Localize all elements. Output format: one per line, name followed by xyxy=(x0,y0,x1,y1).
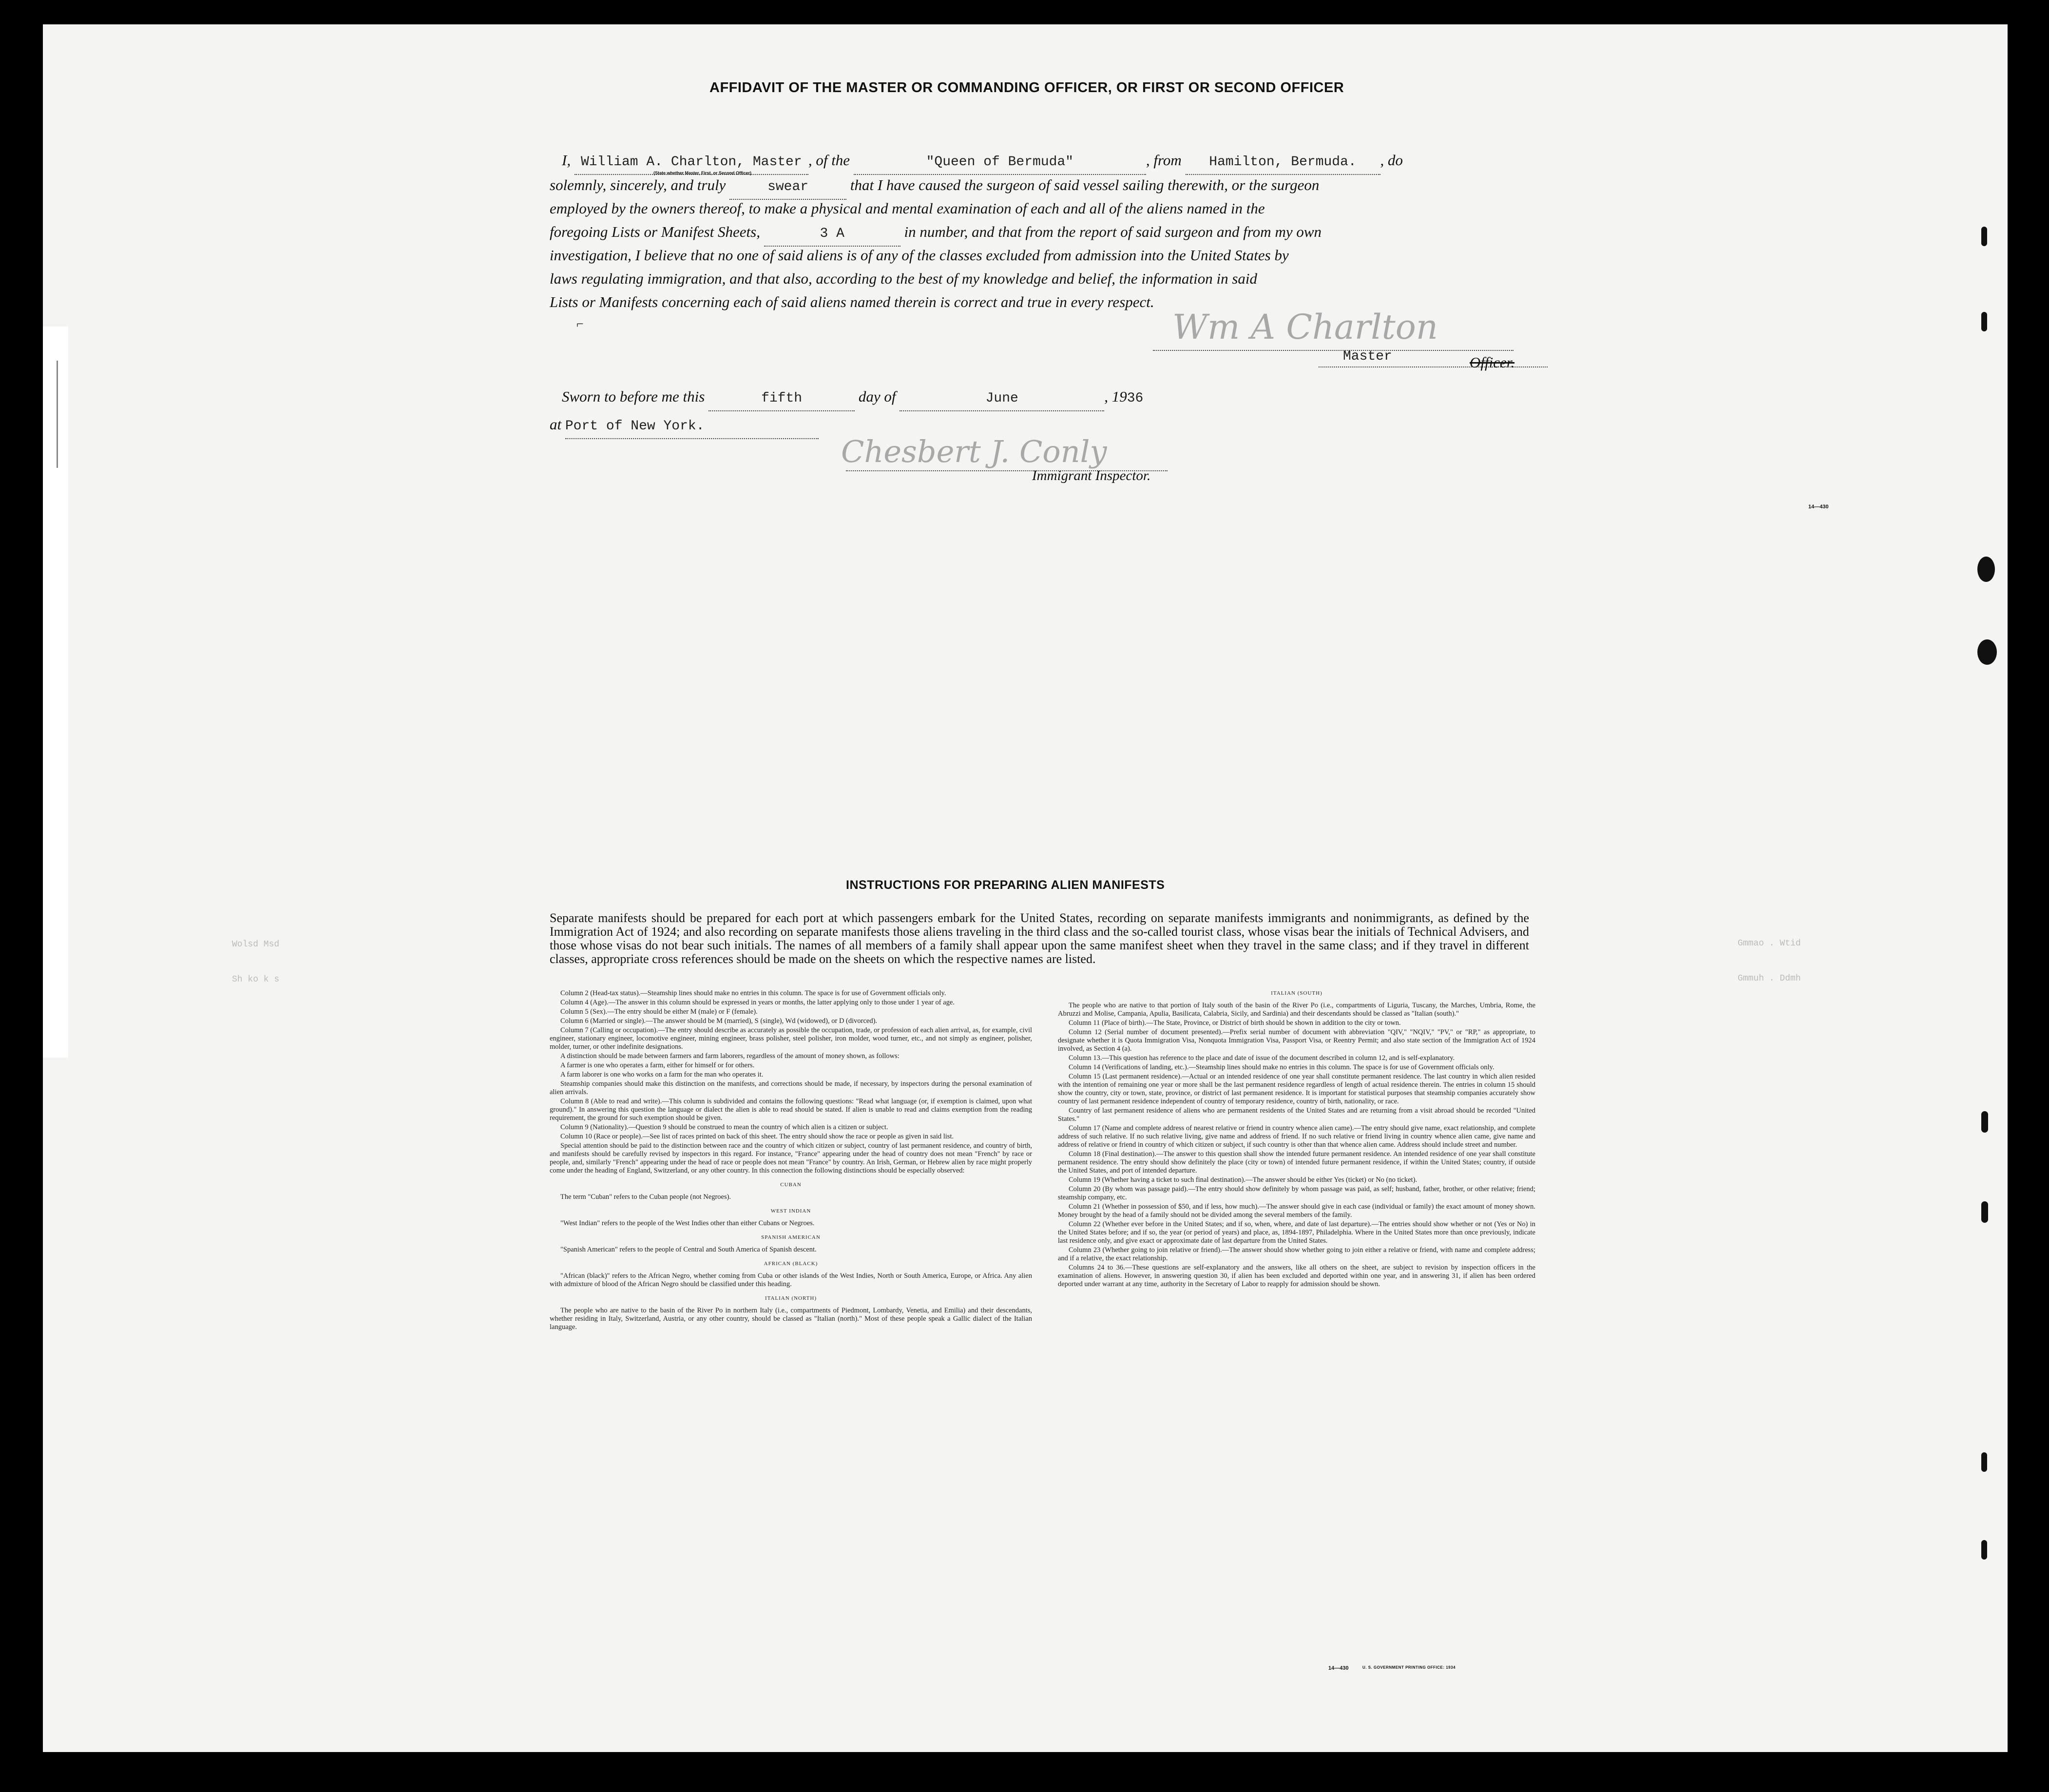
punch-hole xyxy=(1981,1452,1987,1472)
sworn-line: Sworn to before me this fifth day of June , 1936 xyxy=(562,385,1143,411)
sworn-place-line: at Port of New York. xyxy=(550,413,819,439)
instruction-paragraph: A distinction should be made between farmers and farm laborers, regardless of the amount of money shown, as follows: xyxy=(560,1052,900,1060)
spanish-american-text: "Spanish American" refers to the people of Central and South America of Spanish descent. xyxy=(560,1246,817,1253)
instruction-paragraph: Columns 24 to 36.—These questions are self-explanatory and the answers, like all others on the sheet, are subject to revision by inspection officers in the examination of aliens. However, in answering question 30, if alien has been excluded and deported within one year, and in answering 31, if alien has been ordered deported under warrant at any time, authority in the Secretary of Labor to reapply for admission should be shown. xyxy=(1058,1264,1535,1288)
instruction-paragraph: A farm laborer is one who works on a farm for the man who operates it. xyxy=(560,1071,764,1079)
bleed-through-left-1: Wolsd Msd xyxy=(232,940,280,949)
inspector-label: Immigrant Inspector. xyxy=(1032,468,1151,483)
officer-rank: Master xyxy=(1343,349,1392,364)
sworn-month-field: June xyxy=(900,387,1104,411)
instructions-title: INSTRUCTIONS FOR PREPARING ALIEN MANIFESTS xyxy=(846,878,1165,892)
instruction-paragraph: Column 8 (Able to read and write).—This column is subdivided and contains the following questions: "Read what language (or, if exemption is claimed, upon what ground)." In answering this question the language or dialect the alien is able to read should be stated. If alien is unable to read and claims exemption from the reading requirement, the ground for such exemption should be given. xyxy=(550,1098,1032,1122)
punch-hole xyxy=(1977,639,1997,665)
instruction-paragraph: Column 19 (Whether having a ticket to such final destination).—The answer should be either Yes (ticket) or No (no ticket). xyxy=(1069,1176,1417,1184)
african-text: "African (black)" refers to the African Negro, whether coming from Cuba or other islands of the West Indies, North or South America, Europe, or Africa. Any alien with admixture of blood of the African Negro should be classified under this heading. xyxy=(550,1272,1032,1288)
printer-imprint: U. S. GOVERNMENT PRINTING OFFICE: 1934 xyxy=(1362,1665,1456,1670)
instruction-paragraph: Column 5 (Sex).—The entry should be either M (male) or F (female). xyxy=(560,1008,758,1016)
inspector-signature: Chesbert J. Conly xyxy=(841,434,1107,469)
punch-hole xyxy=(1981,1111,1988,1133)
instruction-paragraph: Column 6 (Married or single).—The answer should be M (married), S (single), Wd (widowed), or D (divorced). xyxy=(560,1017,878,1025)
instruction-paragraph: Column 20 (By whom was passage paid).—The entry should show definitely by whom passage was paid, as self; husband, father, brother, or other relative; friend; steamship company, etc. xyxy=(1058,1185,1535,1201)
instruction-paragraph: Steamship companies should make this distinction on the manifests, and corrections should be made, if necessary, by inspectors during the personal examination of alien arrivals. xyxy=(550,1080,1032,1096)
sworn-place-field: Port of New York. xyxy=(565,415,819,439)
italian-north-text: The people who are native to the basin of the River Po in northern Italy (i.e., compartments of Piedmont, Lombardy, Venetia, and Emilia) and their descendants, whether residing in Italy, Switzerland, Austria, or any other country, should be classed as "Italian (north)." Most of these people speak a Gallic dialect of the Italian language. xyxy=(550,1307,1032,1331)
affidavit-line-6: laws regulating immigration, and that also, according to the best of my knowledge and belief, the information in said xyxy=(550,270,1258,287)
instruction-paragraph: Country of last permanent residence of aliens who are permanent residents of the United States and are returning from a visit abroad should be recorded "United States." xyxy=(1058,1107,1535,1123)
affidavit-line-7: Lists or Manifests concerning each of said aliens named therein is correct and true in every respect. xyxy=(550,293,1154,310)
binding-tab xyxy=(43,361,58,468)
bleed-through-right-1: Gmmao . Wtid xyxy=(1738,939,1801,948)
instructions-right-column xyxy=(1058,989,1535,1662)
heading-west-indian: WEST INDIAN xyxy=(770,1208,811,1214)
west-indian-text: "West Indian" refers to the people of the West Indies other than either Cubans or Negroes. xyxy=(560,1219,815,1227)
instruction-paragraph: A farmer is one who operates a farm, either for himself or for others. xyxy=(560,1061,755,1069)
footer-form-code: 14—430 xyxy=(1328,1665,1349,1671)
instructions-left-column xyxy=(550,989,1032,1680)
affidavit-line-2: solemnly, sincerely, and truly swear that I have caused the surgeon of said vessel sailing therewith, or the surgeon xyxy=(550,173,1319,200)
punch-hole xyxy=(1977,557,1995,582)
oath-field: swear xyxy=(729,175,846,200)
heading-african: AFRICAN (BLACK) xyxy=(764,1261,818,1267)
heading-italian-north: ITALIAN (NORTH) xyxy=(765,1295,817,1301)
sworn-year: 36 xyxy=(1127,391,1144,406)
affidavit-line-1: I, William A. Charlton, Master , of the "Queen of Bermuda" , from Hamilton, Bermuda. , do xyxy=(562,149,1403,175)
instruction-paragraph: Column 21 (Whether in possession of $50, and if less, how much).—The answer should give in each case (individual or family) the exact amount of money shown. Money brought by the head of a family should not be divided among the several members of the family. xyxy=(1058,1203,1535,1219)
master-name-field: William A. Charlton, Master xyxy=(574,151,808,175)
bleed-through-right-2: Gmmuh . Ddmh xyxy=(1738,974,1801,983)
punch-hole xyxy=(1981,1540,1987,1560)
ship-name-field: "Queen of Bermuda" xyxy=(854,151,1146,175)
officer-label: Officer. xyxy=(1470,354,1515,371)
sworn-day-field: fifth xyxy=(709,387,855,411)
affidavit-title: AFFIDAVIT OF THE MASTER OR COMMANDING OFFICER, OR FIRST OR SECOND OFFICER xyxy=(709,80,1344,96)
punch-hole xyxy=(1981,227,1987,246)
instruction-paragraph: Column 4 (Age).—The answer in this column should be expressed in years or months, the latter applying only to those under 1 year of age. xyxy=(560,999,955,1006)
instruction-paragraph: Column 22 (Whether ever before in the United States; and if so, when, where, and date of last departure).—The entries should show whether or not (Yes or No) in the United States before; and if so, the year (or period of years) and place, as, 1894-1897, Philadelphia. Where in the United States more than once previously, indicate last residence only, and give exact or approximate date of last departure from the United States. xyxy=(1058,1220,1535,1245)
departure-port-field: Hamilton, Bermuda. xyxy=(1186,151,1380,175)
affidavit-line-4: foregoing Lists or Manifest Sheets, 3 A in number, and that from the report of said surgeon and from my own xyxy=(550,220,1321,247)
heading-italian-south: ITALIAN (SOUTH) xyxy=(1271,990,1322,996)
instruction-paragraph: Column 12 (Serial number of document presented).—Prefix serial number of document with abbreviation "QIV," "NQIV," "PV," or "RP," as appropriate, to designate whether it is Quota Immigration Visa, Nonquota Immigration Visa, Passport Visa, or Reentry Permit; and also state section of the Immigration Act of 1924 involved, as Section 4 (a). xyxy=(1058,1028,1535,1053)
heading-spanish-american: SPANISH AMERICAN xyxy=(761,1234,821,1240)
instruction-paragraph: Column 10 (Race or people).—See list of races printed on back of this sheet. The entry should show the race or people as given in said list. xyxy=(560,1133,954,1140)
instruction-paragraph: The people who are native to that portion of Italy south of the basin of the River Po (i.e., compartments of Liguria, Tuscany, the Marches, Umbria, Rome, the Abruzzi and Molise, Campania, Apulia, Basilicata, Calabria, Sicily, and Sardinia) and their descendants should be classed as "Italian (south)." xyxy=(1058,1002,1535,1018)
tick-mark: ⌐ xyxy=(576,317,584,331)
heading-cuban: CUBAN xyxy=(780,1182,802,1188)
cuban-text: The term "Cuban" refers to the Cuban people (not Negroes). xyxy=(560,1193,731,1201)
instruction-paragraph: Special attention should be paid to the distinction between race and the country of which citizen or subject, country of last permanent residence, and country of birth, and manifests should be carefully revised by inspectors in this regard. For instance, "France" appearing under the head of country does not mean "French" by race or people, and, similarly "French" appearing under the head of race or people does not mean "France" by country. An Irish, German, or Hebrew alien by race might properly come under the heading of England, Switzerland, or any other country. In this connection the following distinctions should be especially observed: xyxy=(550,1142,1032,1175)
affidavit-line-5: investigation, I believe that no one of said aliens is of any of the classes excluded from admission into the United States by xyxy=(550,247,1289,264)
instruction-paragraph: Column 13.—This question has reference to the place and date of issue of the document described in column 12, and is self-explanatory. xyxy=(1069,1054,1455,1062)
instruction-paragraph: Column 2 (Head-tax status).—Steamship lines should make no entries in this column. The space is for use of Government officials only. xyxy=(560,989,946,997)
punch-hole xyxy=(1981,312,1987,331)
master-signature: Wm A Charlton xyxy=(1172,307,1438,347)
instruction-paragraph: Column 11 (Place of birth).—The State, Province, or District of birth should be shown in addition to the city or town. xyxy=(1069,1019,1401,1027)
instructions-intro: Separate manifests should be prepared for each port at which passengers embark for the United States, recording on separate manifests immigrants and nonimmigrants, as defined by the Immigration Act of 1924; and also recording on separate manifests those aliens traveling in the third class and the so-called tourist class, whose visas bear the initials of Technical Advisers, and those whose visas do not bear such initials. The names of all members of a family shall appear upon the same manifest sheet when they travel in the same class; and if they travel in different classes, appropriate cross references should be made on the sheets on which the respective names are listed. xyxy=(550,911,1529,966)
form-code: 14—430 xyxy=(1808,504,1829,510)
signature-line xyxy=(1153,350,1513,351)
bleed-through-left-2: Sh ko k s xyxy=(232,975,280,984)
instruction-paragraph: Column 23 (Whether going to join relative or friend).—The answer should show whether going to join either a relative or friend, with name and complete address; and if a relative, the exact relationship. xyxy=(1058,1246,1535,1262)
sheet-count-field: 3 A xyxy=(764,222,900,247)
instruction-paragraph: Column 14 (Verifications of landing, etc.).—Steamship lines should make no entries in this column. The space is for use of Government officials only. xyxy=(1069,1063,1494,1071)
instruction-paragraph: Column 7 (Calling or occupation).—The entry should describe as accurately as possible the occupation, trade, or profession of each alien arrival, as, for example, civil engineer, stationary engineer, locomotive engineer, mining engineer, brass polisher, steel polisher, iron molder, wood turner, etc., and not simply as engineer, polisher, molder, turner, or other indefinite designations. xyxy=(550,1026,1032,1051)
instruction-paragraph: Column 15 (Last permanent residence).—Actual or an intended residence of one year shall constitute permanent residence. The last country in which alien resided with the intention of remaining one year or more shall be the last permanent residence regardless of length of actual residence therein. The entries in column 15 should show the country, city or town, state, province, or district of last permanent residence. It is important for statistical purposes that steamship companies accurately show country of last permanent residence independent of country of temporary residence, country of birth, nationality, or race. xyxy=(1058,1073,1535,1105)
instruction-paragraph: Column 18 (Final destination).—The answer to this question shall show the intended future permanent residence. An intended residence of one year shall constitute permanent residence. The entry should show definitely the place (city or town) of intended future permanent residence, if within the United States; country, if outside the United States, and port of intended departure. xyxy=(1058,1150,1535,1175)
rank-note: (State whether Master, First, or Second Officer) xyxy=(653,171,752,175)
instruction-paragraph: Column 9 (Nationality).—Question 9 should be construed to mean the country of which alien is a citizen or subject. xyxy=(560,1123,888,1131)
instruction-paragraph: Column 17 (Name and complete address of nearest relative or friend in country whence alien came).—The entry should give name, exact relationship, and complete address of such relative. If no such relative living, give name and address of friend. If no such relative or friend living in country whence alien came, give name and address of relative or friend in country of which citizen or subject, if such country is other than that whence alien came. Address should include street and number. xyxy=(1058,1124,1535,1149)
affidavit-line-3: employed by the owners thereof, to make a physical and mental examination of each and all of the aliens named in the xyxy=(550,200,1265,217)
document-page xyxy=(43,24,2008,1752)
punch-hole xyxy=(1981,1201,1988,1223)
